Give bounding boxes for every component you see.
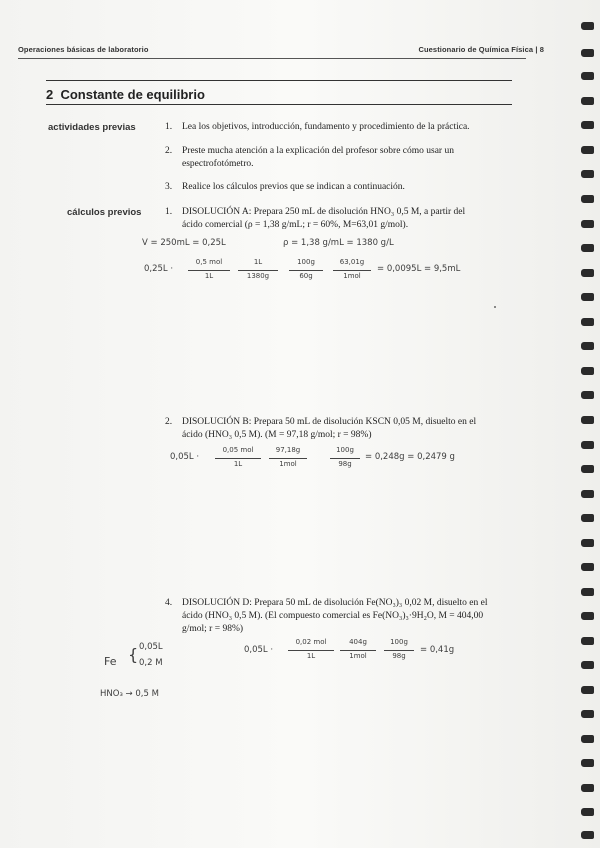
handwritten-fraction-num: 97,18g xyxy=(275,446,301,454)
calc-item-2 xyxy=(165,416,535,444)
handwritten-fraction-num: 100g xyxy=(297,258,315,266)
calc-item-text-line2: ácido comercial (ρ = 1,38 g/mL; r = 60%, M=63,01 g/mol). xyxy=(182,220,409,230)
binding-hole xyxy=(581,490,594,498)
fraction-bar xyxy=(269,458,307,459)
section-top-rule xyxy=(46,80,512,81)
handwritten-fraction-den: 1L xyxy=(233,460,243,468)
binding-hole xyxy=(581,97,594,105)
binding-hole xyxy=(581,22,594,30)
binding-hole xyxy=(581,514,594,522)
fraction-bar xyxy=(340,650,376,651)
handwritten-brace: { xyxy=(128,645,139,664)
handwritten-calc-a-start: 0,25L · xyxy=(144,264,174,274)
binding-hole xyxy=(581,391,594,399)
handwritten-fraction-num: 0,05 mol xyxy=(222,446,254,454)
handwritten-fraction-den: 98g xyxy=(338,460,352,468)
handwritten-fraction-num: 1L xyxy=(253,258,263,266)
fraction-bar xyxy=(330,458,360,459)
binding-hole xyxy=(581,637,594,645)
header-rule xyxy=(18,58,526,59)
handwritten-fraction-den: 98g xyxy=(392,652,406,660)
handwritten-fe-molarity: 0,2 M xyxy=(139,658,163,668)
handwritten-fraction-num: 100g xyxy=(390,638,408,646)
calc-item-text-line3: g/mol; r = 98%) xyxy=(182,624,244,634)
binding-hole xyxy=(581,831,594,839)
binding-hole xyxy=(581,661,594,669)
fraction-bar xyxy=(333,270,371,271)
calc-item-number: 1. xyxy=(165,207,173,217)
fraction-bar xyxy=(288,650,334,651)
handwritten-calc-b-start: 0,05L · xyxy=(170,452,200,462)
binding-hole xyxy=(581,563,594,571)
fraction-bar xyxy=(215,458,261,459)
handwritten-calc-d-start: 0,05L · xyxy=(244,645,274,655)
calc-item-number: 2. xyxy=(165,417,173,427)
binding-hole xyxy=(581,759,594,767)
handwritten-fraction-den: 1mol xyxy=(349,652,367,660)
handwritten-fraction-den: 1L xyxy=(204,272,214,280)
calc-item-text-line1: DISOLUCIÓN D: Prepara 50 mL de disolución Fe(NO₃)₃ 0,02 M, disuelto en el xyxy=(182,598,488,608)
binding-hole xyxy=(581,146,594,154)
binding-hole xyxy=(581,735,594,743)
binding-hole xyxy=(581,710,594,718)
binding-hole xyxy=(581,293,594,301)
binding-hole xyxy=(581,72,594,80)
fraction-bar xyxy=(384,650,414,651)
binding-hole xyxy=(581,588,594,596)
binding-hole xyxy=(581,195,594,203)
handwritten-result-d: = 0,41g xyxy=(420,645,455,655)
calc-item-text-line1: DISOLUCIÓN A: Prepara 250 mL de disolución HNO₃ 0,5 M, a partir del xyxy=(182,207,466,217)
section-title: Constante de equilibrio xyxy=(60,87,205,102)
handwritten-fraction-den: 60g xyxy=(299,272,313,280)
handwritten-fraction-den: 1380g xyxy=(246,272,270,280)
header-right-title: Cuestionario de Química Física | 8 xyxy=(418,45,544,54)
fraction-bar xyxy=(289,270,323,271)
binding-hole xyxy=(581,686,594,694)
section-number: 2 xyxy=(46,87,54,102)
handwritten-fraction-den: 1mol xyxy=(343,272,361,280)
handwritten-fe-volume: 0,05L xyxy=(139,642,163,652)
binding-hole xyxy=(581,441,594,449)
activity-item-number: 3. xyxy=(165,182,173,192)
activity-item-number: 1. xyxy=(165,122,173,132)
handwritten-fraction-num: 100g xyxy=(336,446,354,454)
calculations-label: cálculos previos xyxy=(67,207,142,218)
binding-hole xyxy=(581,121,594,129)
binding-hole xyxy=(581,170,594,178)
handwritten-fraction-num: 63,01g xyxy=(339,258,365,266)
calc-item-text-line2: ácido (HNO₃ 0,5 M). (El compuesto comercial es Fe(NO₃)₃·9H₂O, M = 404,00 xyxy=(182,611,484,621)
handwritten-volume: V = 250mL = 0,25L xyxy=(142,238,226,248)
binding-hole xyxy=(581,220,594,228)
binding-hole xyxy=(581,269,594,277)
calc-item-4 xyxy=(165,597,535,639)
handwritten-density: ρ = 1,38 g/mL = 1380 g/L xyxy=(283,238,394,248)
activity-item-text: Lea los objetivos, introducción, fundamento y procedimiento de la práctica. xyxy=(182,122,470,132)
fraction-bar xyxy=(238,270,278,271)
section-bottom-rule xyxy=(46,104,512,105)
binding-hole xyxy=(581,539,594,547)
binding-holes xyxy=(572,0,594,848)
binding-hole xyxy=(581,416,594,424)
binding-hole xyxy=(581,612,594,620)
calc-item-1 xyxy=(165,206,525,234)
calc-item-text-line2: ácido (HNO₃ 0,5 M). (M = 97,18 g/mol; r = 98%) xyxy=(182,430,372,440)
handwritten-fraction-den: 1mol xyxy=(279,460,297,468)
handwritten-fraction-den: 1L xyxy=(306,652,316,660)
handwritten-result-b: = 0,248g = 0,2479 g xyxy=(365,452,455,462)
binding-hole xyxy=(581,318,594,326)
calc-item-number: 4. xyxy=(165,598,173,608)
binding-hole xyxy=(581,465,594,473)
binding-hole xyxy=(581,49,594,57)
handwritten-fraction-num: 404g xyxy=(349,638,367,646)
handwritten-fraction-num: 0,5 mol xyxy=(195,258,223,266)
binding-hole xyxy=(581,244,594,252)
speck xyxy=(494,306,496,308)
activities-label: actividades previas xyxy=(48,122,136,133)
handwritten-result-a: = 0,0095L = 9,5mL xyxy=(377,264,461,274)
binding-hole xyxy=(581,367,594,375)
binding-hole xyxy=(581,808,594,816)
activity-item-text: Realice los cálculos previos que se indican a continuación. xyxy=(182,182,405,192)
fraction-bar xyxy=(188,270,230,271)
activity-item-text-line2: espectrofotómetro. xyxy=(182,159,254,169)
handwritten-fe-label: Fe xyxy=(104,655,117,668)
header-left-title: Operaciones básicas de laboratorio xyxy=(18,45,149,54)
activity-item-text-line1: Preste mucha atención a la explicación del profesor sobre cómo usar un xyxy=(182,146,454,156)
handwritten-fraction-num: 0,02 mol xyxy=(295,638,327,646)
activity-item-number: 2. xyxy=(165,146,173,156)
binding-hole xyxy=(581,784,594,792)
activity-item-2 xyxy=(165,145,525,173)
binding-hole xyxy=(581,342,594,350)
section-heading xyxy=(46,87,205,102)
handwritten-hno3: HNO₃ → 0,5 M xyxy=(100,689,159,699)
calc-item-text-line1: DISOLUCIÓN B: Prepara 50 mL de disolución KSCN 0,05 M, disuelto en el xyxy=(182,417,477,427)
